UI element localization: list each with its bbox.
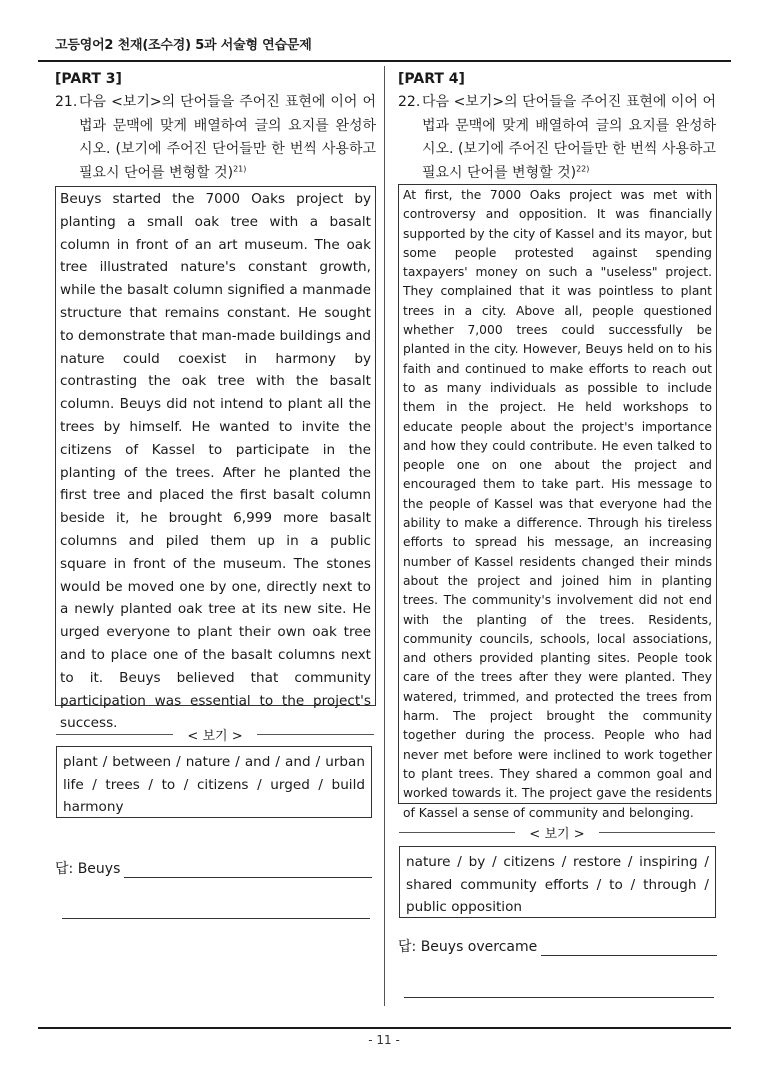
answer-blank-part3-line2[interactable] [62,918,370,919]
boki-title-part4 [399,823,715,842]
answer-line-part4 [398,936,717,956]
column-divider [384,66,385,1006]
answer-line-part3 [55,858,372,878]
footnote-ref-21: 21) [233,163,247,173]
question-21-text: 다음 <보기>의 단어들을 주어진 표현에 이어 어법과 문맥에 맞게 배열하여 글의 요지를 완성하시오. (보기에 주어진 단어들만 한 번씩 사용하고 필요시 단어를 변형할 것)$^{21)}$ [79,94,376,181]
part3-label: [PART 3] [55,71,122,87]
footer-rule [38,1027,731,1029]
header-rule [38,60,731,62]
answer-blank-part4-line2[interactable] [404,997,714,998]
answer-prefix-part4: 답: Beuys overcame [398,939,538,955]
question-22 [398,91,716,185]
boki-words-part3: plant / between / nature / and / and / urban life / trees / to / citizens / urged / build harmony [56,746,372,818]
passage-part4: At first, the 7000 Oaks project was met with controversy and opposition. It was financially supported by the city of Kassel and its mayor, but some people protested against spending taxpayers' money on such a "useless" project. They complained that it was pointless to plant trees in a city. Above all, people questioned whether 7,000 trees could successfully be planted in the city. However, Beuys held on to his faith and continued to make efforts to reach out to as many individuals as possible to include them in the project. He held workshops to educate people about the project's importance and how they could contribute. He even talked to people one on one about the project and encouraged them to take part. His message to the people of Kassel was that everyone had the ability to make a difference. Through his tireless efforts to spread his message, an increasing number of Kassel residents changed their minds about the project and joined him in planting trees. The community's involvement did not end with the planting of the trees. Residents, community councils, schools, local associations, and others provided planting sites. People took care of the trees after they were planted. They watered, trimmed, and protected the trees from harm. The project brought the community together during the process. People who had never met before were inclined to work together to plant trees. They shared a common goal and worked towards it. The project gave the residents of Kassel a sense of community and belonging. [398,184,717,804]
answer-prefix-part3: 답: Beuys [55,861,121,877]
boki-rule-right [599,832,715,833]
answer-blank-part3[interactable] [124,863,372,878]
boki-label-part4: < 보기 > [529,827,585,842]
boki-rule-left [56,734,173,735]
boki-rule-right [257,734,374,735]
question-22-text: 다음 <보기>의 단어들을 주어진 표현에 이어 어법과 문맥에 맞게 배열하여 글의 요지를 완성하시오. (보기에 주어진 단어들만 한 번씩 사용하고 필요시 단어를 변형할 것)$^{22)}$ [422,94,716,181]
part4-label: [PART 4] [398,71,465,87]
question-21-number: 21. [55,94,78,110]
page-header-title: 고등영어2 천재(조수경) 5과 서술형 연습문제 [55,38,312,53]
boki-label-part3: < 보기 > [187,729,243,744]
boki-title-part3 [56,725,374,744]
answer-blank-part4[interactable] [541,941,717,956]
page-number: - 11 - [368,1033,400,1047]
boki-rule-left [399,832,515,833]
boki-words-part4: nature / by / citizens / restore / inspiring / shared community efforts / to / through / public opposition [399,846,716,918]
question-22-number: 22. [398,94,421,110]
footnote-ref-22: 22) [576,163,590,173]
question-21 [55,91,376,185]
passage-part3: Beuys started the 7000 Oaks project by planting a small oak tree with a basalt column in front of an art museum. The oak tree illustrated nature's constant growth, while the basalt column signified a manmade structure that remains constant. He sought to demonstrate that man-made buildings and nature could coexist in harmony by contrasting the oak tree with the basalt column. Beuys did not intend to plant all the trees by himself. He wanted to invite the citizens of Kassel to participate in the planting of the trees. After he planted the first tree and placed the first basalt column beside it, he brought 6,999 more basalt columns and piled them up in a public square in front of the museum. The stones would be moved one by one, directly next to a newly planted oak tree at its new site. He urged everyone to plant their own oak tree and to place one of the basalt columns next to it. Beuys believed that community participation was essential to the project's success. [55,186,376,706]
